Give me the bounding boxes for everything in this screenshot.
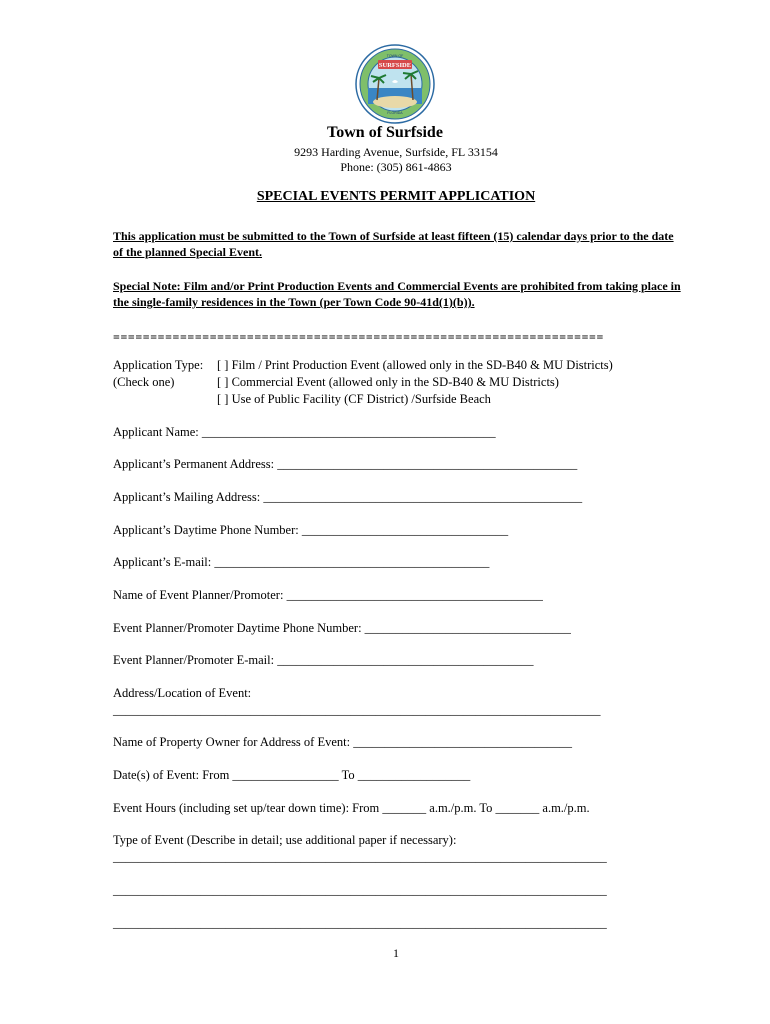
- town-seal-logo: [355, 44, 435, 124]
- separator-line: ==================================================================: [113, 330, 604, 344]
- event-hours-field[interactable]: Event Hours (including set up/tear down time): From _______ a.m./p.m. To _______ a.m./p.m.: [113, 801, 590, 815]
- applicant-name-field[interactable]: Applicant Name: _______________________________________________: [113, 425, 496, 439]
- svg-text:FLORIDA: FLORIDA: [387, 111, 403, 115]
- page-number: 1: [393, 946, 399, 960]
- town-name: Town of Surfside: [327, 124, 443, 141]
- check-one-label: (Check one): [113, 375, 175, 389]
- event-type-line-2[interactable]: _______________________________________________________________________________: [113, 883, 607, 897]
- event-location-field[interactable]: ______________________________________________________________________________: [113, 703, 601, 717]
- daytime-phone-field[interactable]: Applicant’s Daytime Phone Number: _________________________________: [113, 523, 509, 537]
- event-type-line-1[interactable]: _______________________________________________________________________________: [113, 850, 607, 864]
- event-type-line-3[interactable]: _______________________________________________________________________________: [113, 916, 607, 930]
- special-note: Special Note: Film and/or Print Production Events and Commercial Events are prohibited from taking place in the single-family residences in the Town (per Town Code 90-41d(1)(b)).: [113, 279, 681, 309]
- application-type-label: Application Type:: [113, 358, 204, 372]
- applicant-email-field[interactable]: Applicant’s E-mail: ____________________________________________: [113, 555, 490, 569]
- option-public-facility[interactable]: [ ] Use of Public Facility (CF District) /Surfside Beach: [217, 392, 491, 406]
- planner-phone-field[interactable]: Event Planner/Promoter Daytime Phone Number: _________________________________: [113, 621, 571, 635]
- planner-email-field[interactable]: Event Planner/Promoter E-mail: _________________________________________: [113, 653, 534, 667]
- submission-notice: This application must be submitted to the Town of Surfside at least fifteen (15) calendar days prior to the date of the planned Special Event.: [113, 229, 674, 259]
- event-dates-field[interactable]: Date(s) of Event: From _________________ To __________________: [113, 768, 471, 782]
- property-owner-field[interactable]: Name of Property Owner for Address of Event: ___________________________________: [113, 735, 572, 749]
- planner-name-field[interactable]: Name of Event Planner/Promoter: _________________________________________: [113, 588, 543, 602]
- town-phone: Phone: (305) 861-4863: [340, 160, 452, 174]
- option-film-print[interactable]: [ ] Film / Print Production Event (allowed only in the SD-B40 & MU Districts): [217, 358, 613, 372]
- svg-text:SURFSIDE: SURFSIDE: [378, 62, 412, 69]
- form-title: SPECIAL EVENTS PERMIT APPLICATION: [256, 189, 536, 204]
- option-commercial[interactable]: [ ] Commercial Event (allowed only in the SD-B40 & MU Districts): [217, 375, 559, 389]
- event-type-label: Type of Event (Describe in detail; use additional paper if necessary):: [113, 833, 457, 847]
- permanent-address-field[interactable]: Applicant’s Permanent Address: ________________________________________________: [113, 457, 578, 471]
- event-location-label: Address/Location of Event:: [113, 686, 252, 700]
- svg-text:TOWN OF: TOWN OF: [386, 54, 404, 58]
- mailing-address-field[interactable]: Applicant’s Mailing Address: ___________________________________________________: [113, 490, 583, 504]
- town-address: 9293 Harding Avenue, Surfside, FL 33154: [294, 145, 498, 159]
